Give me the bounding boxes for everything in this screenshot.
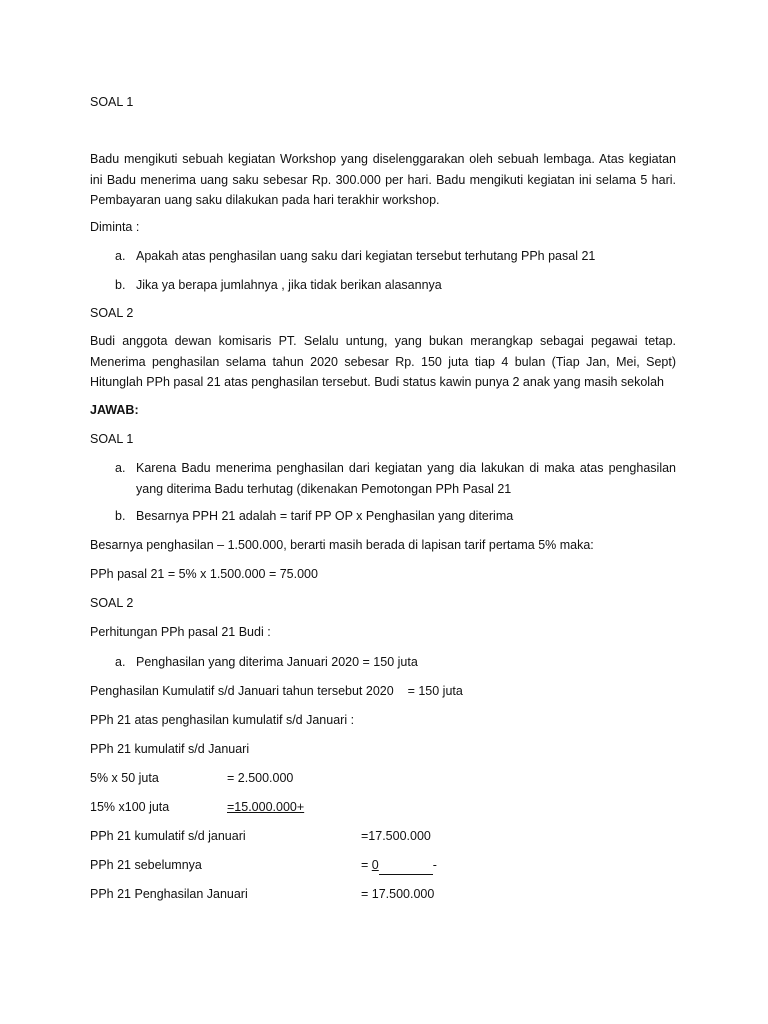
- jawab-item-a-line-2: yang diterima Badu terhutag (dikenakan Pemotongan PPh Pasal 21: [136, 481, 512, 496]
- summary-sebelumnya-zero: [372, 858, 433, 872]
- soal2-paragraph-line-2: Menerima penghasilan selama tahun 2020 sebesar Rp. 150 juta tiap 4 bulan (Tiap Jan, Mei, Sept): [90, 354, 676, 369]
- calc-row-1-label: 5% x 50 juta: [90, 771, 159, 785]
- soal1-item-a-text: Apakah atas penghasilan uang saku dari kegiatan tersebut terhutang PPh pasal 21: [136, 249, 596, 263]
- besarnya-penghasilan: Besarnya penghasilan – 1.500.000, berarti masih berada di lapisan tarif pertama 5% maka:: [90, 538, 594, 552]
- soal2-heading: SOAL 2: [90, 306, 134, 320]
- pph21-atas-penghasilan: PPh 21 atas penghasilan kumulatif s/d Januari :: [90, 713, 355, 727]
- soal1-item-b-marker: b.: [115, 278, 126, 292]
- soal1-heading: SOAL 1: [90, 95, 134, 109]
- diminta-label: Diminta :: [90, 220, 140, 234]
- jawab-item-a-marker: a.: [115, 461, 126, 475]
- calc-row-2-value: =15.000.000+: [227, 800, 305, 814]
- pph-calc: PPh pasal 21 = 5% x 1.500.000 = 75.000: [90, 567, 318, 581]
- soal1-paragraph: [90, 149, 676, 211]
- soal1-paragraph-line-3: Pembayaran uang saku dilakukan pada hari terakhir workshop.: [90, 193, 440, 207]
- soal1-item-b-text: Jika ya berapa jumlahnya , jika tidak berikan alasannya: [136, 278, 442, 292]
- summary-sebelumnya-zero-digit: 0: [371, 858, 379, 872]
- summary-januari-label: PPh 21 Penghasilan Januari: [90, 887, 248, 901]
- soal1-item-a-marker: a.: [115, 249, 126, 263]
- summary-sebelumnya-eq: =: [361, 858, 372, 872]
- jawab-heading: JAWAB:: [90, 403, 139, 417]
- jawab-item-a-text: [136, 458, 676, 499]
- summary-kumulatif-label: PPh 21 kumulatif s/d januari: [90, 829, 246, 843]
- jawab-item-b-marker: b.: [115, 509, 126, 523]
- summary-januari-value: = 17.500.000: [361, 887, 435, 901]
- pph21-kumulatif-label: PPh 21 kumulatif s/d Januari: [90, 742, 250, 756]
- soal2-paragraph-line-1: Budi anggota dewan komisaris PT. Selalu untung, yang bukan merangkap sebagai pegawai tetap.: [90, 334, 676, 348]
- jawab-item-a2-text: Penghasilan yang diterima Januari 2020 = 150 juta: [136, 655, 418, 669]
- penghasilan-kumulatif: Penghasilan Kumulatif s/d Januari tahun tersebut 2020 = 150 juta: [90, 684, 463, 698]
- jawab-item-a-line-1: Karena Badu menerima penghasilan dari kegiatan yang dia lakukan di maka atas penghasilan: [136, 461, 676, 475]
- jawab-item-a2-marker: a.: [115, 655, 126, 669]
- calc-row-1-value: = 2.500.000: [227, 771, 294, 785]
- soal2-paragraph: [90, 331, 676, 393]
- summary-sebelumnya-value: [361, 855, 437, 875]
- summary-kumulatif-value: =17.500.000: [361, 829, 431, 843]
- summary-sebelumnya-label: PPh 21 sebelumnya: [90, 858, 202, 872]
- jawab-soal1-heading: SOAL 1: [90, 432, 134, 446]
- soal1-paragraph-line-1: Badu mengikuti sebuah kegiatan Workshop yang diselenggarakan oleh sebuah lembaga. Atas kegiatan: [90, 152, 676, 166]
- soal2-paragraph-line-3: Hitunglah PPh pasal 21 atas penghasilan tersebut. Budi status kawin punya 2 anak yang masih sekolah: [90, 375, 664, 389]
- soal1-paragraph-line-2: ini Badu menerima uang saku sebesar Rp. 300.000 per hari. Badu mengikuti kegiatan ini selama 5 hari.: [90, 172, 676, 187]
- calc-row-2-label: 15% x100 juta: [90, 800, 170, 814]
- summary-sebelumnya-dash: -: [432, 858, 437, 872]
- perhitungan-heading: Perhitungan PPh pasal 21 Budi :: [90, 625, 271, 639]
- jawab-item-b-text: Besarnya PPH 21 adalah = tarif PP OP x Penghasilan yang diterima: [136, 509, 514, 523]
- summary-underline: [379, 860, 433, 875]
- jawab-soal2-heading: SOAL 2: [90, 596, 134, 610]
